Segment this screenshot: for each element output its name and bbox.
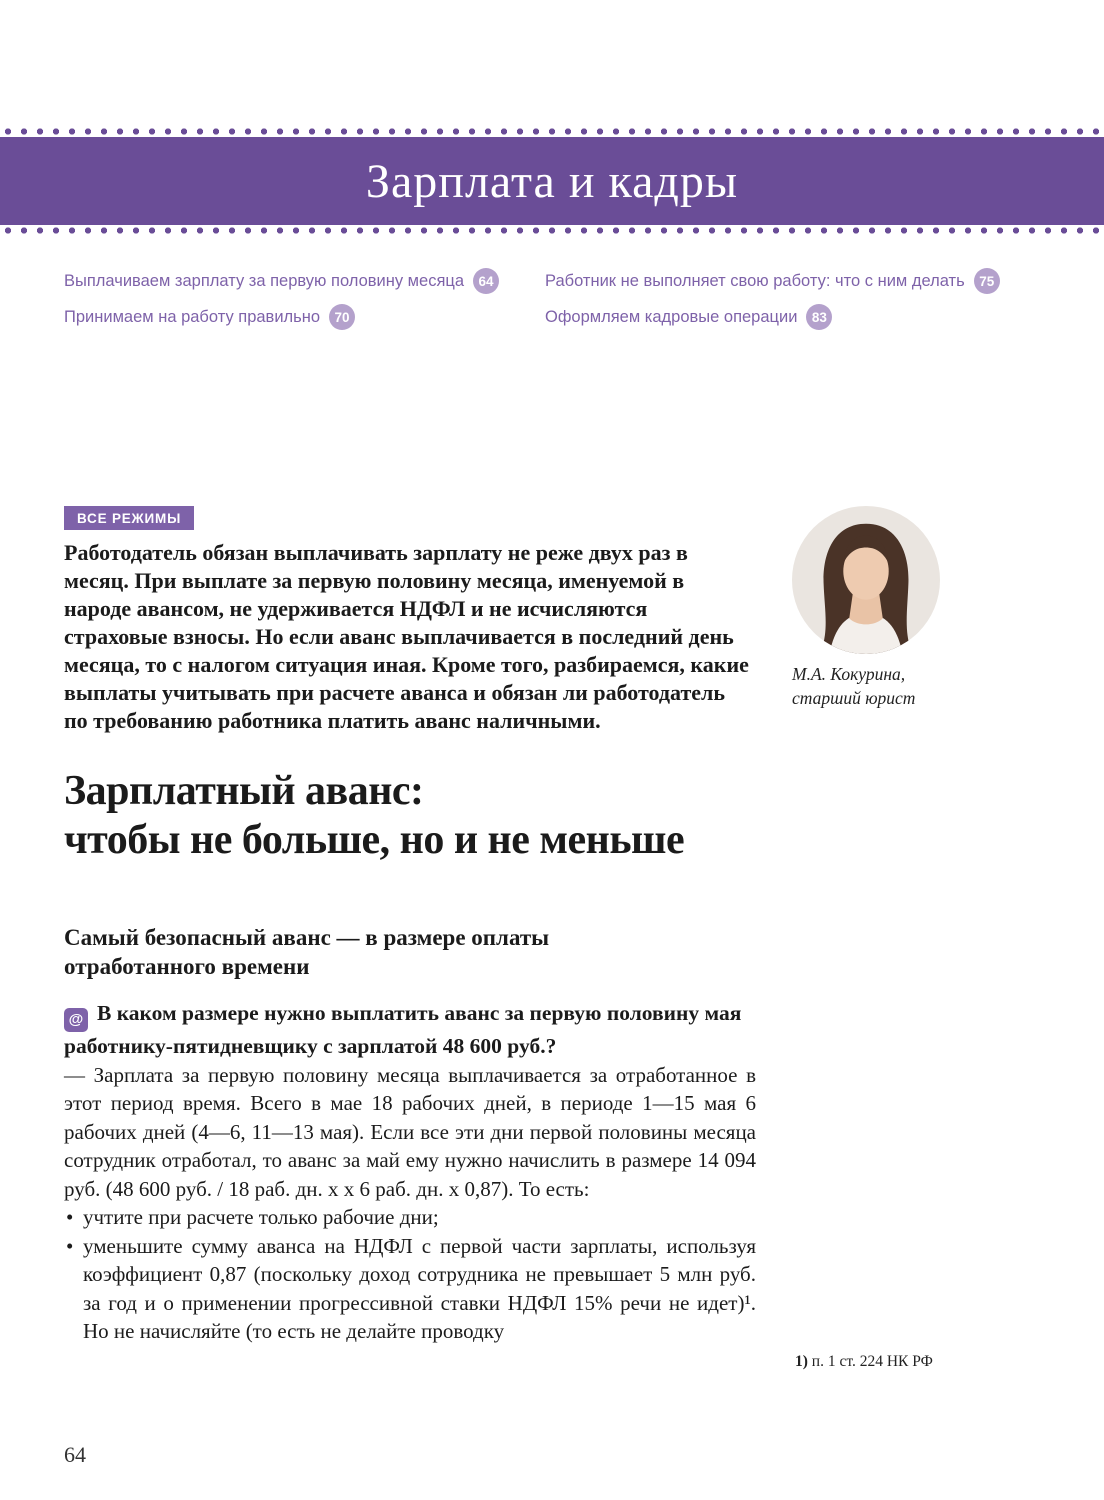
toc-item-label: Выплачиваем зарплату за первую половину месяца: [64, 272, 465, 290]
headline-line-2: чтобы не больше, но и не меньше: [64, 817, 685, 863]
question-text: В каком размере нужно выплатить аванс за первую половину мая работнику-пятидневщику с зарплатой 48 600 руб.?: [64, 1001, 742, 1058]
section-title: Зарплата и кадры: [365, 154, 739, 208]
article-body: [64, 506, 756, 1346]
headline-line-1: Зарплатный аванс:: [64, 768, 424, 814]
toc-item-hiring[interactable]: [64, 304, 545, 330]
toc-column-right: [545, 268, 1042, 340]
author-photo: [792, 506, 940, 654]
author-portrait-image: [792, 506, 940, 654]
banner-dotted-edge-bottom: [0, 225, 1104, 236]
at-sign-icon: @: [64, 1008, 88, 1032]
page-number-badge: 75: [974, 268, 1000, 294]
section-toc: [64, 268, 1042, 340]
section-banner: [0, 126, 1104, 236]
toc-item-hr-operations[interactable]: [545, 304, 1042, 330]
page-number-badge: 64: [473, 268, 499, 294]
page-number-badge: 70: [329, 304, 355, 330]
author-caption: [792, 662, 915, 710]
banner-band: [0, 137, 1104, 225]
margin-footnote: [795, 1352, 933, 1372]
article-headline: [64, 767, 756, 865]
footnote-text: п. 1 ст. 224 НК РФ: [811, 1353, 933, 1370]
toc-item-label: Работник не выполняет свою работу: что с ним делать: [545, 272, 965, 290]
article-lead: Работодатель обязан выплачивать зарплату не реже двух раз в месяц. При выплате за первую половину месяца, именуемой в народе авансом, не удерживается НДФЛ и не исчисляются страховые взносы. Но если аванс выплачивается в последний день месяца, то с налогом ситуация иная. Кроме того, разбираемся, какие выплаты учитывать при расчете аванса и обязан ли работодатель по требованию работника платить аванс наличными.: [64, 540, 749, 733]
bullet-item: • учтите при расчете только рабочие дни;: [64, 1203, 756, 1232]
article-subhead: Самый безопасный аванс — в размере оплаты отработанного времени: [64, 925, 550, 979]
author-title: старший юрист: [792, 688, 916, 708]
page-number-badge: 83: [806, 304, 832, 330]
footnote-marker: 1): [795, 1353, 808, 1370]
tax-regime-badge: ВСЕ РЕЖИМЫ: [64, 506, 194, 530]
author-name: М.А. Кокурина,: [792, 664, 906, 684]
reader-question: [64, 999, 756, 1061]
page-number: 64: [64, 1442, 86, 1467]
bullet-item: • уменьшите сумму аванса на НДФЛ с первой части зарплаты, используя коэффициент 0,87 (поскольку доход сотрудника не превышает 5 млн руб. за год и о применении прогрессивной ставки НДФЛ 15% речи не идет)¹. Но не начисляйте (то есть не делайте проводку: [64, 1232, 756, 1346]
toc-item-label: Оформляем кадровые операции: [545, 308, 798, 326]
toc-item-label: Принимаем на работу правильно: [64, 308, 321, 326]
answer-bullet-list: [64, 1203, 756, 1346]
toc-column-left: [64, 268, 545, 340]
toc-item-advance-salary[interactable]: [64, 268, 545, 294]
banner-dotted-edge-top: [0, 126, 1104, 137]
answer-paragraph: — Зарплата за первую половину месяца выплачивается за отработанное в этот период время. Всего в мае 18 рабочих дней, в периоде 1—15 мая 6 рабочих дней (4—6, 11—13 мая). Если все эти дни первой половины месяца сотрудник отработал, то аванс за май ему нужно начислить в размере 14 094 руб. (48 600 руб. / 18 раб. дн. x x 6 раб. дн. x 0,87). То есть:: [64, 1062, 756, 1201]
toc-item-underperforming-worker[interactable]: [545, 268, 1042, 294]
